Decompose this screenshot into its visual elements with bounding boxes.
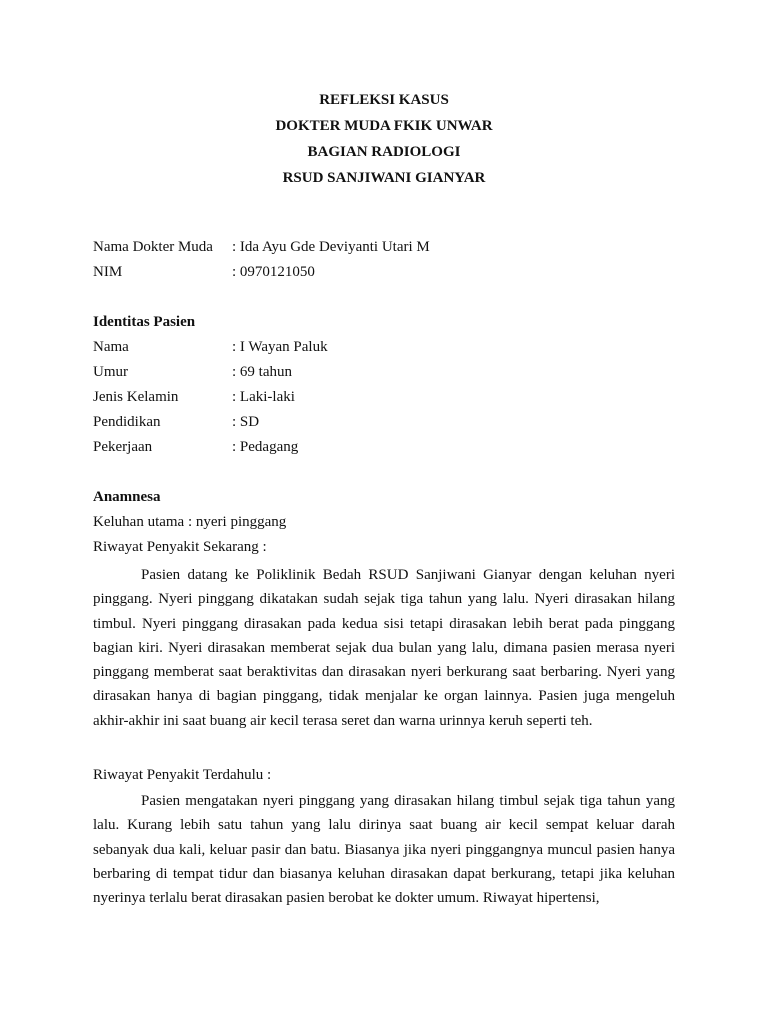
doctor-nim-value: : 0970121050 bbox=[232, 264, 315, 280]
header-hospital: RSUD SANJIWANI GIANYAR bbox=[282, 170, 486, 186]
doctor-nim-row bbox=[93, 260, 430, 285]
document-header bbox=[0, 87, 768, 191]
patient-identity-heading: Identitas Pasien bbox=[93, 314, 196, 330]
patient-identity bbox=[93, 310, 328, 460]
patient-field-value: : Laki-laki bbox=[232, 389, 295, 405]
past-history-section bbox=[93, 763, 271, 788]
doctor-name-row bbox=[93, 235, 430, 260]
doctor-nim-label: NIM bbox=[93, 264, 123, 280]
past-history-paragraph: Pasien mengatakan nyeri pinggang yang dirasakan hilang timbul sejak tiga tahun yang lalu. Kurang lebih satu tahun yang lalu dirinya saat buang air kecil sempat keluar darah sebanyak dua kali, keluar pasir dan batu. Biasanya jika nyeri pinggangnya muncul pasien hanya berbaring di tempat tidur dan biasanya keluhan dirasakan dapat berkurang, tetapi jika keluhan nyerinya terlalu berat dirasakan pasien berobat ke dokter umum. Riwayat hipertensi, bbox=[93, 793, 675, 907]
patient-field-label: Umur bbox=[93, 364, 128, 380]
past-history-label: Riwayat Penyakit Terdahulu : bbox=[93, 767, 272, 783]
patient-field-value: : SD bbox=[232, 414, 260, 430]
patient-field-value: : I Wayan Paluk bbox=[232, 339, 328, 355]
header-program: DOKTER MUDA FKIK UNWAR bbox=[275, 118, 493, 134]
patient-field-label: Nama bbox=[93, 339, 129, 355]
patient-field-row bbox=[93, 385, 328, 410]
patient-field-value: : Pedagang bbox=[232, 439, 299, 455]
patient-field-value: : 69 tahun bbox=[232, 364, 292, 380]
anamnesa-section bbox=[93, 485, 286, 560]
patient-field-row bbox=[93, 435, 328, 460]
doctor-name-value: : Ida Ayu Gde Deviyanti Utari M bbox=[232, 239, 430, 255]
header-department: BAGIAN RADIOLOGI bbox=[307, 144, 461, 160]
anamnesa-heading: Anamnesa bbox=[93, 489, 161, 505]
chief-complaint: Keluhan utama : nyeri pinggang bbox=[93, 514, 287, 530]
header-title: REFLEKSI KASUS bbox=[319, 92, 449, 108]
patient-field-row bbox=[93, 335, 328, 360]
doctor-info bbox=[93, 235, 430, 285]
current-history-paragraph: Pasien datang ke Poliklinik Bedah RSUD Sanjiwani Gianyar dengan keluhan nyeri pinggang. Nyeri pinggang dikatakan sudah sejak tiga tahun yang lalu. Nyeri dirasakan hilang timbul. Nyeri pinggang dirasakan pada kedua sisi tetapi dirasakan lebih berat pada pinggang bagian kiri. Nyeri dirasakan memberat sejak dua bulan yang lalu, dimana pasien merasa nyeri pinggang memberat saat beraktivitas dan dirasakan nyeri berkurang saat berbaring. Nyeri yang dirasakan hanya di bagian pinggang, tidak menjalar ke organ lainnya. Pasien juga mengeluh akhir-akhir ini saat buang air kecil terasa seret dan warna urinnya keruh seperti teh. bbox=[93, 567, 675, 729]
patient-field-row bbox=[93, 360, 328, 385]
patient-field-label: Pekerjaan bbox=[93, 439, 153, 455]
patient-field-label: Pendidikan bbox=[93, 414, 161, 430]
current-history-label: Riwayat Penyakit Sekarang : bbox=[93, 539, 267, 555]
patient-field-row bbox=[93, 410, 328, 435]
patient-field-label: Jenis Kelamin bbox=[93, 389, 179, 405]
doctor-name-label: Nama Dokter Muda bbox=[93, 239, 213, 255]
